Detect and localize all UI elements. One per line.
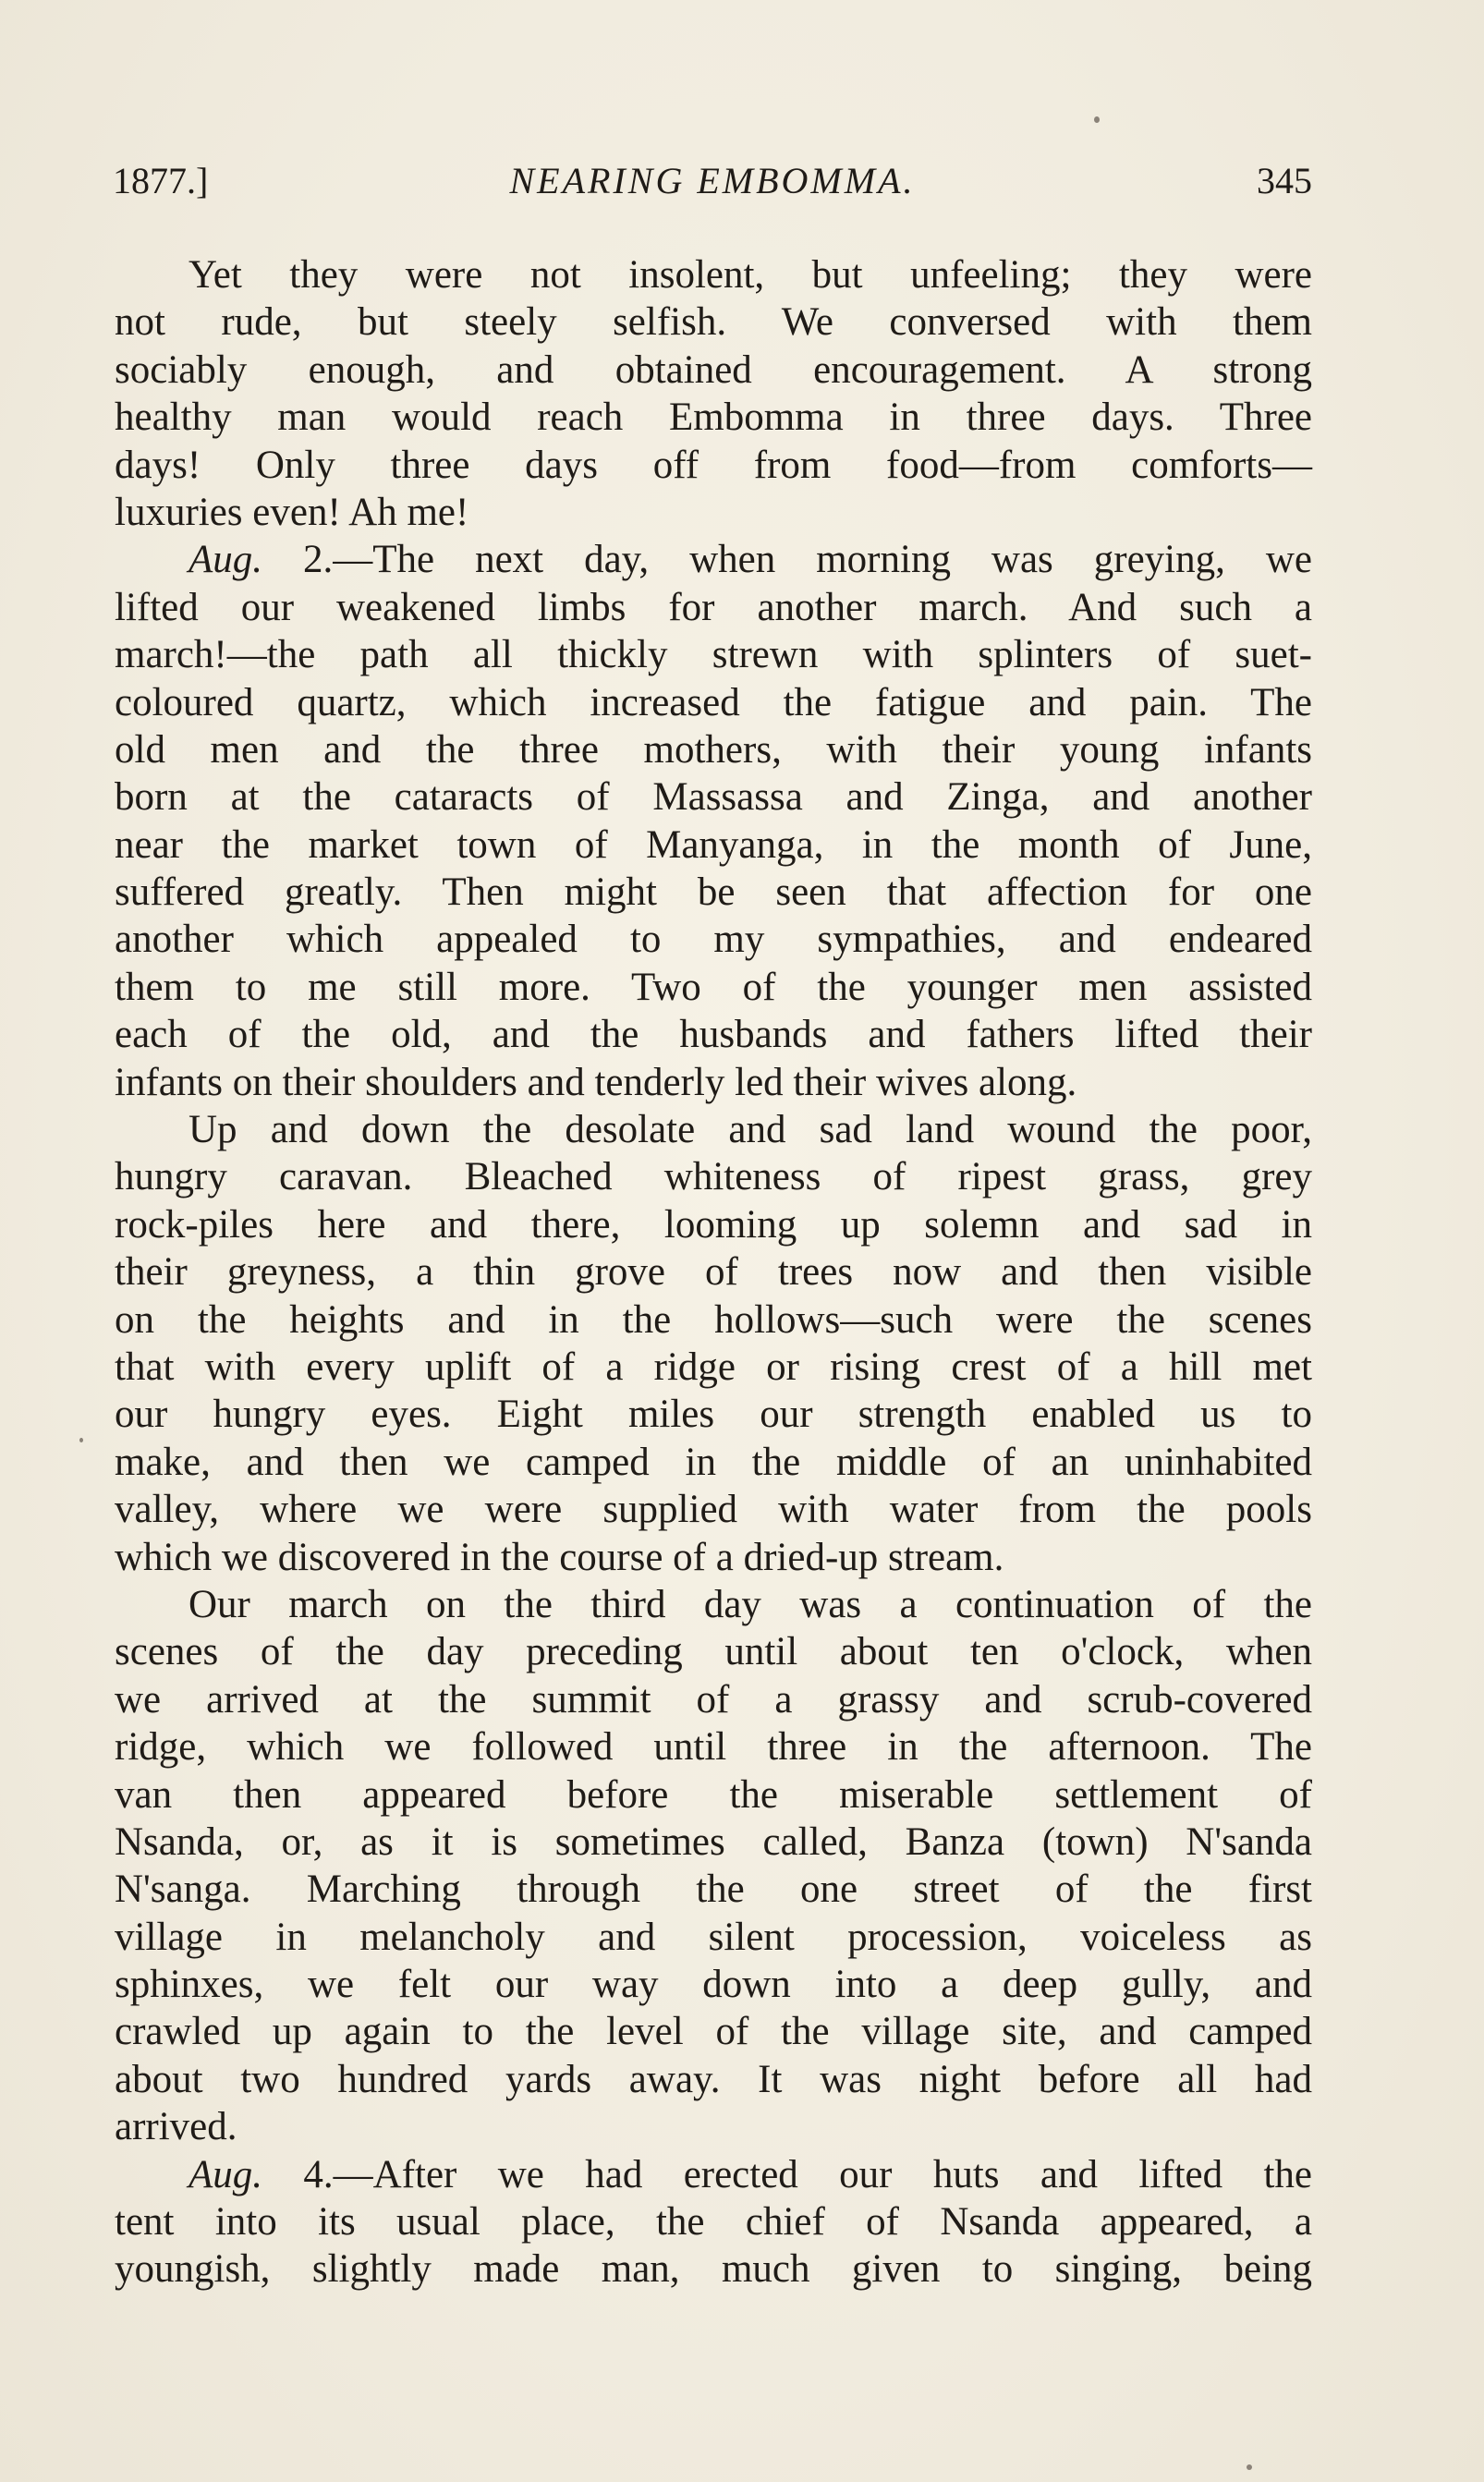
text-line: another which appealed to my sympathies, and endeared [115,918,1312,962]
text-line: near the market town of Manyanga, in the month of June, [115,822,1312,867]
page-number: 345 [1257,160,1312,201]
text-line: Nsanda, or, as it is sometimes called, Banza (town) N'sanda [115,1819,1312,1864]
paper-speck [79,1438,83,1442]
text-line: march!—the path all thickly strewn with splinters of suet- [115,633,1312,677]
line-text: 2.—The next day, when morning was greying, we [262,538,1312,582]
text-line: born at the cataracts of Massassa and Zinga, and another [115,775,1312,820]
text-line [115,2151,1312,2198]
paragraph [115,251,1312,536]
text-line: our hungry eyes. Eight miles our strength enabled us to [115,1393,1312,1437]
text-line: scenes of the day preceding until about ten o'clock, when [115,1630,1312,1674]
text-line: Up and down the desolate and sad land wound the poor, [189,1108,1312,1152]
text-line: rock-piles here and there, looming up solemn and sad in [115,1202,1312,1247]
header-year: 1877.] [113,160,209,201]
text-line: arrived. [115,2105,237,2149]
text-line: that with every uplift of a ridge or rising crest of a hill met [115,1344,1312,1389]
date-reference: Aug. [189,538,263,582]
text-line: we arrived at the summit of a grassy and scrub-covered [115,1677,1312,1722]
date-reference: Aug. [189,2152,263,2196]
paragraph [115,2151,1312,2293]
text-line: crawled up again to the level of the village site, and camped [115,2010,1312,2054]
text-line: each of the old, and the husbands and fathers lifted their [115,1013,1312,1057]
paper-speck [1247,2464,1252,2470]
text-line: suffered greatly. Then might be seen that affection for one [115,870,1312,915]
line-text: 4.—After we had erected our huts and lifted the [262,2152,1312,2196]
text-line: ridge, which we followed until three in the afternoon. The [115,1725,1312,1770]
text-line [115,536,1312,583]
text-line: healthy man would reach Embomma in three days. Three [115,395,1312,440]
text-line: lifted our weakened limbs for another march. And such a [115,585,1312,629]
paragraph [115,1581,1312,2151]
text-line: make, and then we camped in the middle of an uninhabited [115,1440,1312,1484]
paper-speck [1094,116,1100,123]
text-line: hungry caravan. Bleached whiteness of ripest grass, grey [115,1155,1312,1199]
text-line: valley, where we were supplied with water from the pools [115,1488,1312,1532]
running-header [113,159,1312,211]
text-line: their greyness, a thin grove of trees now and then visible [115,1250,1312,1295]
text-line: Yet they were not insolent, but unfeeling; they were [189,253,1312,297]
text-line: not rude, but steely selfish. We conversed with them [115,300,1312,345]
body-text [115,251,1312,2293]
text-line: village in melancholy and silent procession, voiceless as [115,1915,1312,1959]
text-line: days! Only three days off from food—from comforts— [115,443,1312,487]
text-line: youngish, slightly made man, much given to singing, being [115,2247,1312,2292]
text-line: which we discovered in the course of a dried-up stream. [115,1535,1004,1579]
text-line: van then appeared before the miserable settlement of [115,1772,1312,1817]
text-line: about two hundred yards away. It was night before all had [115,2057,1312,2101]
text-line: coloured quartz, which increased the fatigue and pain. The [115,680,1312,724]
text-line: sociably enough, and obtained encouragement. A strong [115,347,1312,392]
text-line: them to me still more. Two of the younger men assisted [115,965,1312,1009]
text-line: N'sanga. Marching through the one street of the first [115,1868,1312,1912]
text-line: on the heights and in the hollows—such were the scenes [115,1297,1312,1342]
text-line: sphinxes, we felt our way down into a deep gully, and [115,1963,1312,2007]
text-line: old men and the three mothers, with their young infants [115,727,1312,772]
paragraph [115,536,1312,1106]
text-line: Our march on the third day was a continuation of the [189,1582,1312,1626]
running-title: NEARING EMBOMMA. [509,160,916,201]
paragraph [115,1106,1312,1581]
text-line: tent into its usual place, the chief of Nsanda appeared, a [115,2200,1312,2245]
text-line: luxuries even! Ah me! [115,490,469,534]
text-line: infants on their shoulders and tenderly led their wives along. [115,1060,1077,1104]
